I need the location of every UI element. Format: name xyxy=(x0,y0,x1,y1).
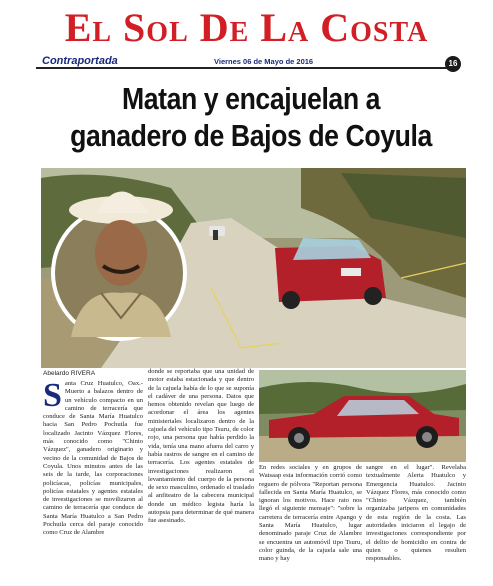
article-column-4: sangre en el lugar". Revelaba textualmente Alerta Huatulco y Emergencia Huatulco. Jacinto Vázquez Flores, más conocido como "Chinto Vázquez, también organizaba jaripeos en comunidades de esta región de la costa. Las autoridades iniciaron el legajo de investigaciones correspondiente por el delito de homicidio en contra de quien o quienes resulten responsables. xyxy=(366,464,466,563)
main-photo xyxy=(41,168,466,368)
newspaper-title: El Sol De La Costa xyxy=(64,5,429,50)
column-1-text: anta Cruz Huatulco, Oax.- Muerto a balazos dentro de un vehículo compacto en un camino de terracería que conduce de Santa María Huatulco hacia San Pedro Pochutla fue localizado Jacinto Vázquez Flores, más conocido como "Chinto Vázquez", ganadero originario y vecino de la comunidad de Bajos de Coyula. Unos minutos antes de las seis de la tarde, las corporaciones policíacas, policías municipales, policías estatales y agentes estatales de investigaciones se movilizaron al camino de terracería que conduce de Santa María Huatulco a San Pedro Pochutla cerca del paraje conocido como Cruz de Alambre xyxy=(43,380,143,537)
page-number-badge: 16 xyxy=(445,56,461,72)
article-byline: Abelardo RIVERA xyxy=(43,370,96,377)
article-column-2: donde se reportaba que una unidad de motor estaba estacionada y que dentro de la cajuela había de lo que se suponía el cadáver de una persona. Datos que hemos obtenido revelan que luego de acordonar el área los agentes ministeriales localizaron dentro de la cajuela del vehículo tipo Tsuru, de color rojo, una persona que había perdido la vida, tenía una mano afuera del carro y había rastros de sangre en el camino de terracería. Los agentes estatales de investigaciones realizaron el levantamiento del cuerpo de la persona de sexo masculino, ordenado el traslado al anfiteatro de la cabecera municipal donde un médico legista haría la autopsia para determinar de qué manera fue asesinado. xyxy=(148,368,254,525)
crime-scene-photo xyxy=(41,168,466,368)
secondary-photo xyxy=(259,370,466,462)
article-column-1 xyxy=(43,380,143,580)
masthead xyxy=(0,0,493,58)
article-headline xyxy=(66,80,436,154)
section-label: Contraportada xyxy=(42,55,118,67)
issue-date: Viernes 06 de Mayo de 2016 xyxy=(214,57,314,66)
article-column-3: En redes sociales y en grupos de Watsaap esta información corrió como reguero de pólvora "Reportan persona fallecida en Santa María Huatulco, se ignoran los motivos. Hace rato nos llegó el siguiente mensaje": "sobre la carretera de terracería entre Apango y Santa María Huatulco, lugar denominado paraje Cruz de Alambre se encuentra un automóvil tipo Tsuru, color guinda, de la cajuela sale una mano y hay xyxy=(259,464,362,563)
car-photo xyxy=(259,370,466,462)
headline-line-1: Matan y encajuelan a xyxy=(121,81,381,116)
headline-line-2: ganadero de Bajos de Coyula xyxy=(70,118,432,153)
section-bar xyxy=(36,57,458,69)
drop-cap: S xyxy=(43,380,62,414)
